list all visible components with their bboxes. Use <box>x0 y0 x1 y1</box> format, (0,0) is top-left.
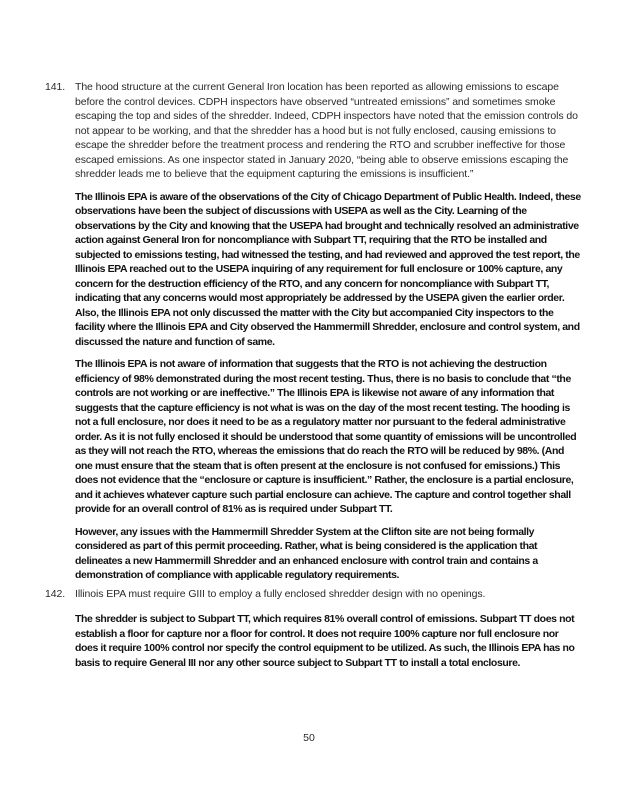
page-number: 50 <box>303 732 315 744</box>
comment-item-141 <box>45 80 582 583</box>
response-paragraph-142-1: The shredder is subject to Subpart TT, which requires 81% overall control of emissions. Subpart TT does not establish a floor for capture nor a floor for control. It does not require 100% capture nor full enclosure nor does it require 100% control nor specify the control equipment to be utilized. As such, the Illinois EPA has no basis to require General III nor any other source subject to Subpart TT to install a total enclosure. <box>75 613 575 669</box>
response-paragraph-141-3: However, any issues with the Hammermill Shredder System at the Clifton site are not being formally considered as part of this permit proceeding. Rather, what is being considered is the application that delineates a new Hammermill Shredder and an enhanced enclosure with control train and contains a demonstration of compliance with applicable regulatory requirements. <box>75 525 538 581</box>
response-paragraph-141-1: The Illinois EPA is aware of the observations of the City of Chicago Department of Public Health. Indeed, these observations have been the subject of discussions with USEPA as well as the City. Learning of the observations by the City and knowing that the USEPA had brought and technically resolved an administrative action against General Iron for noncompliance with Subpart TT, requiring that the RTO be installed and subjected to emissions testing, had witnessed the testing, and had reviewed and approved the test report, the Illinois EPA reached out to the USEPA inquiring of any requirement for full enclosure or 100% capture, any concern for the destruction efficiency of the RTO, and any concern for noncompliance with Subpart TT, indicating that any concerns would most appropriately be addressed by the USEPA given the earlier order. Also, the Illinois EPA not only discussed the matter with the City but accompanied City inspectors to the facility where the Illinois EPA and City observed the Hammermill Shredder, enclosure and control system, and discussed the nature and function of same. <box>75 190 581 348</box>
item-body-142 <box>75 587 582 671</box>
comment-item-142 <box>45 587 582 671</box>
item-body-141 <box>75 80 582 583</box>
response-paragraph-141-2: The Illinois EPA is not aware of information that suggests that the RTO is not achieving the destruction efficiency of 98% demonstrated during the most recent testing. Thus, there is no basis to conclude that “the controls are not working or are ineffective.” The Illinois EPA is likewise not aware of any information that suggests that the capture efficiency is not what is was on the day of the most recent testing. The hooding is not a full enclosure, nor does it need to be as a regulatory matter nor pursuant to the federal administrative order. As it is not fully enclosed it should be understood that some quantity of emissions will be uncontrolled as they will not reach the RTO, whereas the emissions that do reach the RTO will be reduced by 98%. (And one must ensure that the steam that is often present at the enclosure is not confused for emissions.) This does not evidence that the “enclosure or capture is insufficient.” Rather, the enclosure is a partial enclosure, and it achieves whatever capture such partial enclosure can achieve. The capture and control together shall provide for an overall control of 81% as is required under Subpart TT. <box>75 358 577 515</box>
item-number-142: 142. <box>45 587 66 600</box>
comment-text-142: Illinois EPA must require GIII to employ a fully enclosed shredder design with no openings. <box>75 587 486 600</box>
page-content <box>45 80 582 670</box>
item-number-141: 141. <box>45 81 66 93</box>
comment-text-141: The hood structure at the current General Iron location has been reported as allowing emissions to escape before the control devices. CDPH inspectors have observed “untreated emissions” and sometimes smoke escaping the top and sides of the shredder. Indeed, CDPH inspectors have noted that the emission controls do not appear to be working, and that the shredder has a hood but is not fully enclosed, causing emissions to escape the shredder before the treatment process and rendering the RTO and scrubber ineffective for those escaped emissions. As one inspector stated in January 2020, “being able to observe emissions escaping the shredder leads me to believe that the equipment capturing the emissions is insufficient.” <box>75 81 578 180</box>
